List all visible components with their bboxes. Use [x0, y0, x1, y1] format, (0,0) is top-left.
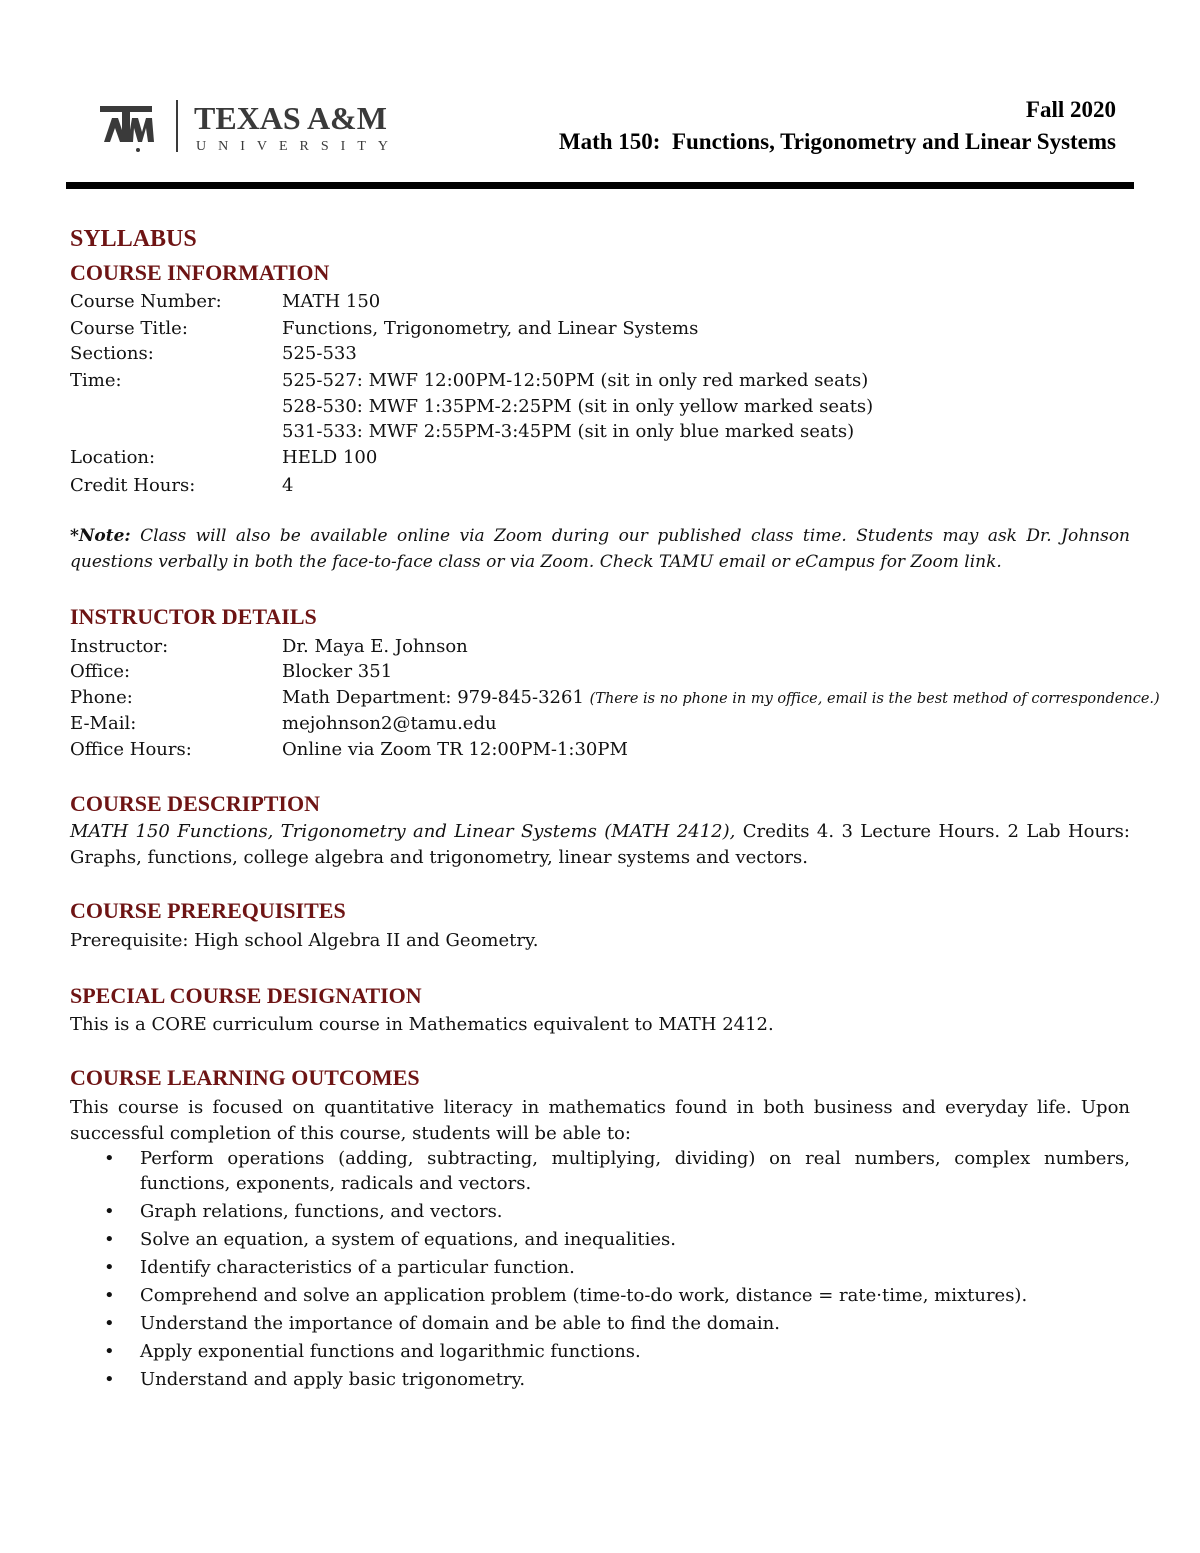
course-number-label: Course Number: — [70, 291, 222, 312]
credit-hours-value: 4 — [282, 475, 294, 496]
location-value: HELD 100 — [282, 447, 378, 468]
list-item — [70, 1199, 1130, 1224]
outcome-text: Comprehend and solve an application problem (time-to-do work, distance = rate·time, mixtures). — [140, 1285, 1028, 1306]
sections-value: 525-533 — [282, 343, 357, 364]
course-number-value: MATH 150 — [282, 291, 381, 312]
course-prerequisites-heading: COURSE PREREQUISITES — [70, 898, 346, 923]
note-text: Class will also be available online via Zoom during our published class time. Students may ask Dr. Johnson questions verbally in both the face-to-face class or via Zoom. Check TAMU email or eCampus for Zoom link. — [70, 526, 1130, 572]
document-header — [559, 94, 1116, 158]
list-item — [70, 1255, 1130, 1280]
instructor-label: Instructor: — [70, 636, 169, 657]
bullet-icon: • — [104, 1341, 115, 1362]
course-information-heading: COURSE INFORMATION — [70, 260, 330, 285]
bullet-icon: • — [104, 1257, 115, 1278]
logo-name: TEXAS A&M — [194, 100, 387, 136]
phone-note: (There is no phone in my office, email is the best method of correspondence.) — [589, 691, 1160, 707]
bullet-icon: • — [104, 1285, 115, 1306]
bullet-icon: • — [104, 1313, 115, 1334]
credit-hours-label: Credit Hours: — [70, 475, 196, 496]
list-item — [70, 1367, 1130, 1392]
tamu-logo-icon — [98, 98, 428, 156]
course-title-value: Functions, Trigonometry, and Linear Systems — [282, 318, 699, 339]
bullet-icon: • — [104, 1201, 115, 1222]
office-hours-value: Online via Zoom TR 12:00PM-1:30PM — [282, 739, 628, 760]
description-body: Credits 4. 3 Lecture Hours. 2 Lab Hours: Graphs, functions, college algebra and trigonometry, linear systems and vectors. — [70, 821, 1130, 868]
phone-value — [282, 686, 1160, 711]
description-course-name: MATH 150 Functions, Trigonometry and Linear Systems (MATH 2412), — [70, 821, 736, 842]
list-item — [70, 1146, 1130, 1196]
phone-number: Math Department: 979-845-3261 — [282, 687, 590, 708]
university-logo — [98, 98, 428, 156]
learning-outcomes-heading: COURSE LEARNING OUTCOMES — [70, 1065, 420, 1090]
bullet-icon: • — [104, 1148, 115, 1169]
course-title-label: Course Title: — [70, 318, 188, 339]
zoom-note — [70, 523, 1130, 575]
office-label: Office: — [70, 661, 131, 682]
page-title: SYLLABUS — [70, 226, 197, 252]
prerequisites-text: Prerequisite: High school Algebra II and Geometry. — [70, 930, 539, 951]
list-item — [70, 1339, 1130, 1364]
office-value: Blocker 351 — [282, 661, 393, 682]
course-description-text — [70, 819, 1130, 871]
time-label: Time: — [70, 370, 122, 391]
email-label: E-Mail: — [70, 713, 137, 734]
email-value: mejohnson2@tamu.edu — [282, 713, 497, 734]
outcome-text: Understand and apply basic trigonometry. — [140, 1369, 526, 1390]
instructor-value: Dr. Maya E. Johnson — [282, 636, 468, 657]
outcome-text: Solve an equation, a system of equations, and inequalities. — [140, 1229, 677, 1250]
bullet-icon: • — [104, 1369, 115, 1390]
location-label: Location: — [70, 447, 156, 468]
term-label: Fall 2020 — [1025, 97, 1116, 122]
instructor-details-heading: INSTRUCTOR DETAILS — [70, 604, 317, 629]
office-hours-label: Office Hours: — [70, 739, 192, 760]
time-value-2: 528-530: MWF 1:35PM-2:25PM (sit in only yellow marked seats) — [282, 396, 874, 417]
designation-text: This is a CORE curriculum course in Mathematics equivalent to MATH 2412. — [70, 1014, 774, 1035]
outcome-text: Understand the importance of domain and be able to find the domain. — [140, 1313, 780, 1334]
outcomes-intro: This course is focused on quantitative literacy in mathematics found in both business and everyday life. Upon successful completion of this course, students will be able to: — [70, 1097, 1130, 1144]
outcome-text: Graph relations, functions, and vectors. — [140, 1201, 503, 1222]
outcome-text: Identify characteristics of a particular function. — [140, 1257, 575, 1278]
time-value-1: 525-527: MWF 12:00PM-12:50PM (sit in only red marked seats) — [282, 370, 869, 391]
outcome-text: Perform operations (adding, subtracting, multiplying, dividing) on real numbers, complex numbers, functions, exponents, radicals and vectors. — [140, 1148, 1130, 1194]
outcomes-list — [70, 1146, 1130, 1395]
header-divider — [66, 182, 1134, 189]
special-designation-heading: SPECIAL COURSE DESIGNATION — [70, 983, 422, 1008]
logo-subtitle: UNIVERSITY — [196, 139, 400, 154]
course-description-heading: COURSE DESCRIPTION — [70, 791, 320, 816]
outcome-text: Apply exponential functions and logarithmic functions. — [140, 1341, 641, 1362]
phone-label: Phone: — [70, 687, 133, 708]
list-item — [70, 1311, 1130, 1336]
course-title-line: Math 150: Functions, Trigonometry and Linear Systems — [558, 129, 1116, 154]
sections-label: Sections: — [70, 343, 154, 364]
time-value-3: 531-533: MWF 2:55PM-3:45PM (sit in only blue marked seats) — [282, 421, 855, 442]
note-label: *Note: — [70, 526, 131, 546]
bullet-icon: • — [104, 1229, 115, 1250]
list-item — [70, 1283, 1130, 1308]
list-item — [70, 1227, 1130, 1252]
